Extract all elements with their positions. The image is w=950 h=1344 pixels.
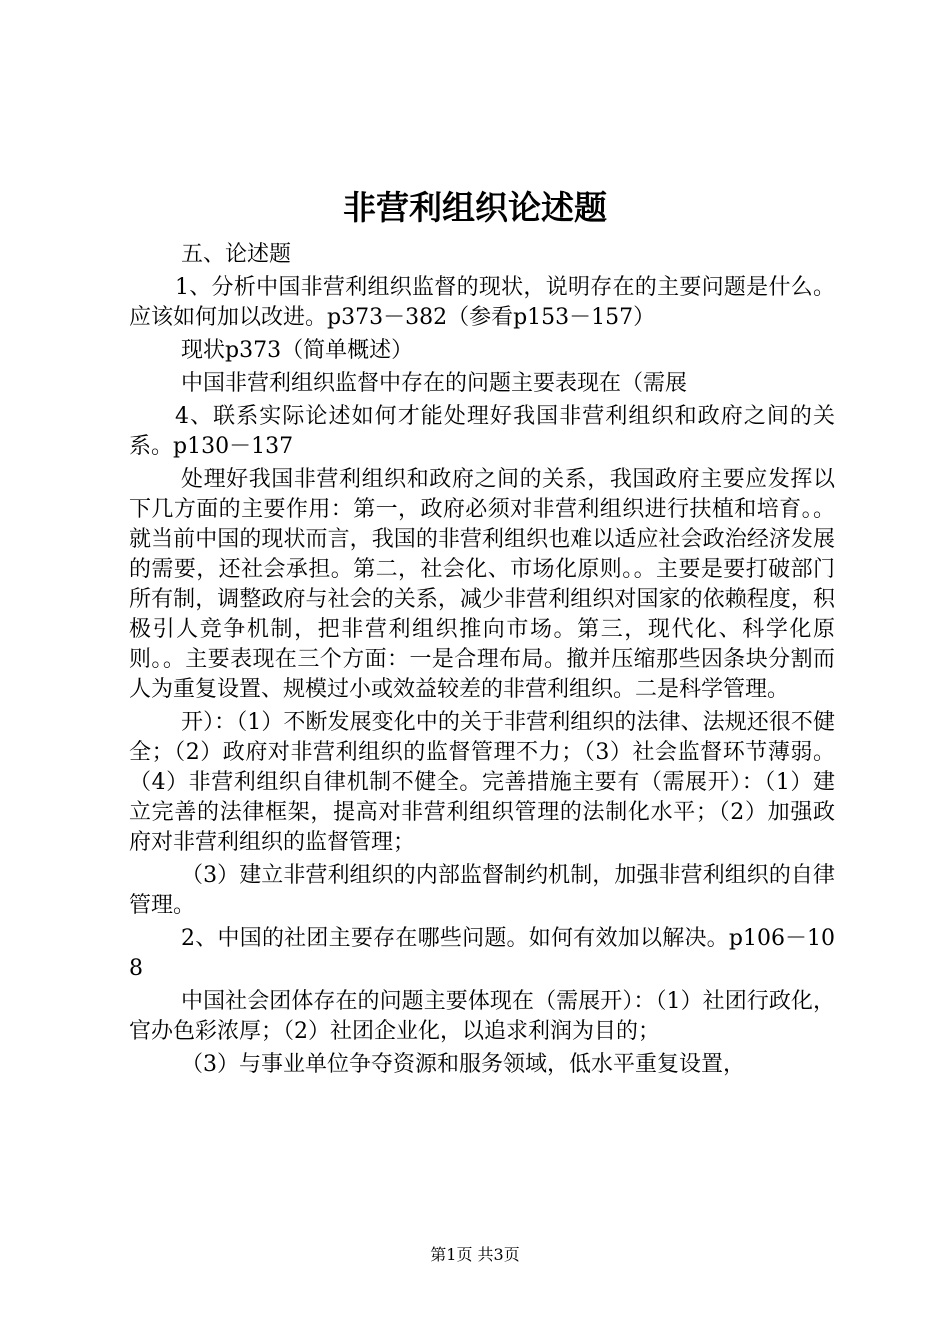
section-heading: 五、论述题 bbox=[181, 242, 292, 267]
document-title: 非营利组织论述题 bbox=[343, 188, 607, 227]
page-footer: 第1页 共3页 bbox=[430, 1245, 520, 1264]
paragraph: 处理好我国非营利组织和政府之间的关系，我国政府主要应发挥以下几方面的主要作用：第一，政府必须对非营利组织进行扶植和培育。。就当前中国的现状而言，我国的非营利组织也难以适应社会政治经济发展的需要，还社会承担。第二，社会化、市场化原则。。主要是要打破部门所有制，调整政府与社会的关系，减少非营利组织对国家的依赖程度，积极引人竞争机制，把非营利组织推向市场。第三，现代化、科学化原则。。主要表现在三个方面：一是合理布局。撤并压缩那些因条块分割而人为重复设置、规模过小或效益较差的非营利组织。二是科学管理。 bbox=[129, 467, 835, 702]
question-1: 1、分析中国非营利组织监督的现状，说明存在的主要问题是什么。应该如何加以改进。p373－382（参看p153－157） bbox=[129, 275, 835, 330]
paragraph: 开）：（1）不断发展变化中的关于非营利组织的法律、法规还很不健全；（2）政府对非营利组织的监督管理不力；（3）社会监督环节薄弱。（4）非营利组织自律机制不健全。完善措施主要有（需展开）：（1）建立完善的法律框架，提高对非营利组织管理的法制化水平；（2）加强政府对非营利组织的监督管理； bbox=[129, 710, 835, 855]
paragraph: （3）与事业单位争夺资源和服务领域，低水平重复设置， bbox=[181, 1052, 745, 1077]
paragraph: 中国非营利组织监督中存在的问题主要表现在（需展 bbox=[181, 371, 688, 396]
paragraph: （3）建立非营利组织的内部监督制约机制，加强非营利组织的自律管理。 bbox=[129, 863, 835, 918]
question-4: 4、联系实际论述如何才能处理好我国非营利组织和政府之间的关系。p130－137 bbox=[129, 404, 835, 459]
paragraph: 中国社会团体存在的问题主要体现在（需展开）：（1）社团行政化，官办色彩浓厚；（2）社团企业化，以追求利润为目的； bbox=[129, 989, 835, 1044]
document-body bbox=[129, 240, 835, 1083]
question-2: 2、中国的社团主要存在哪些问题。如何有效加以解决。p106－108 bbox=[129, 926, 835, 981]
paragraph: 现状p373（简单概述） bbox=[181, 338, 414, 363]
